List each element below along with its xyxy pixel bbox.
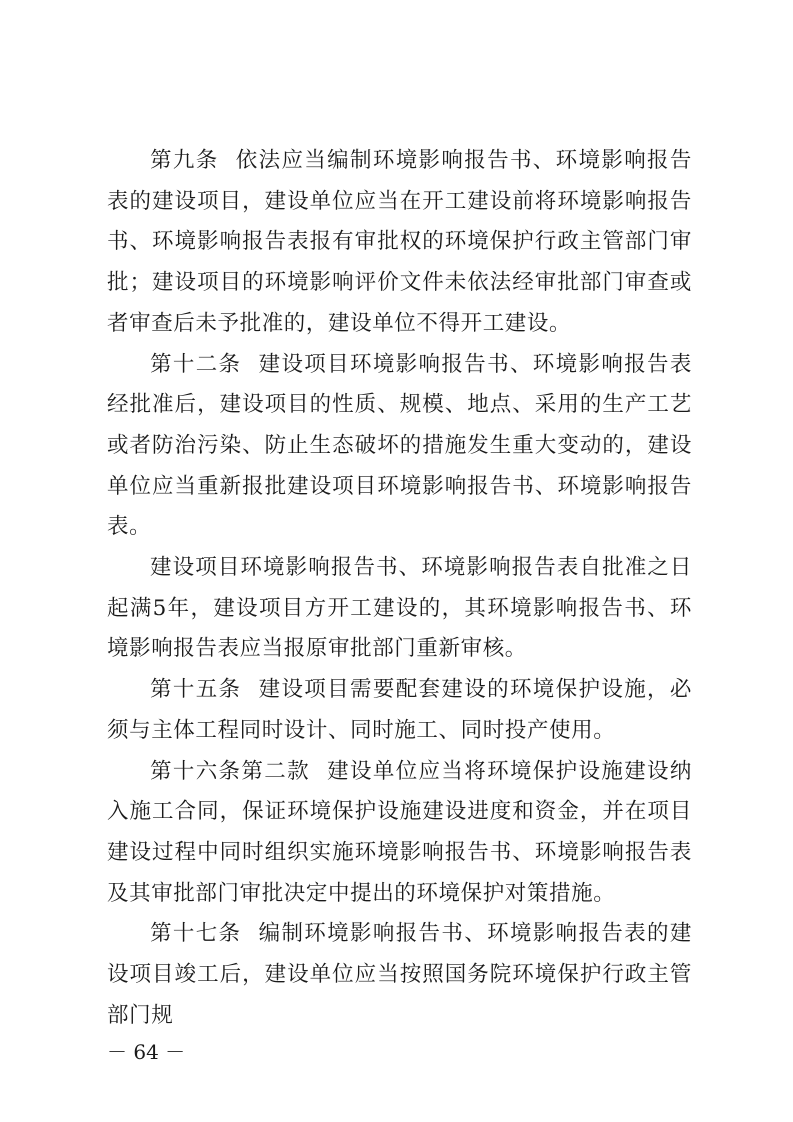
article-number: 第九条 bbox=[150, 148, 219, 173]
page-number: － 64 － bbox=[107, 1040, 186, 1064]
regulation-text bbox=[107, 141, 692, 1036]
paragraph-text: 编制环境影响报告书、环境影响报告表的建设项目竣工后，建设单位应当按照国务院环境保护行政主管部门规 bbox=[107, 921, 692, 1028]
paragraph-article-9 bbox=[107, 141, 692, 345]
paragraph-article-12 bbox=[107, 345, 692, 549]
paragraph-text: 建设项目环境影响报告书、环境影响报告表经批准后，建设项目的性质、规模、地点、采用的生产工艺或者防治污染、防止生态破坏的措施发生重大变动的，建设单位应当重新报批建设项目环境影响报告书、环境影响报告表。 bbox=[107, 351, 692, 540]
paragraph-article-17 bbox=[107, 914, 692, 1036]
paragraph-article-12-continued bbox=[107, 548, 692, 670]
article-number: 第十七条 bbox=[150, 921, 242, 947]
article-number: 第十二条 bbox=[150, 351, 242, 377]
paragraph-text: 建设项目环境影响报告书、环境影响报告表自批准之日起满5年，建设项目方开工建设的，其环境影响报告书、环境影响报告表应当报原审批部门重新审核。 bbox=[107, 555, 692, 662]
paragraph-text: 建设单位应当将环境保护设施建设纳入施工合同，保证环境保护设施建设进度和资金，并在项目建设过程中同时组织实施环境影响报告书、环境影响报告表及其审批部门审批决定中提出的环境保护对策措施。 bbox=[107, 758, 692, 906]
article-number: 第十六条第二款 bbox=[150, 758, 310, 784]
paragraph-text: 建设项目需要配套建设的环境保护设施，必须与主体工程同时设计、同时施工、同时投产使用。 bbox=[107, 677, 692, 743]
paragraph-article-15 bbox=[107, 670, 692, 751]
paragraph-text: 依法应当编制环境影响报告书、环境影响报告表的建设项目，建设单位应当在开工建设前将环境影响报告书、环境影响报告表报有审批权的环境保护行政主管部门审批；建设项目的环境影响评价文件未依法经审批部门审查或者审查后未予批准的，建设单位不得开工建设。 bbox=[107, 148, 692, 336]
article-number: 第十五条 bbox=[150, 677, 242, 703]
paragraph-article-16-clause-2 bbox=[107, 752, 692, 915]
